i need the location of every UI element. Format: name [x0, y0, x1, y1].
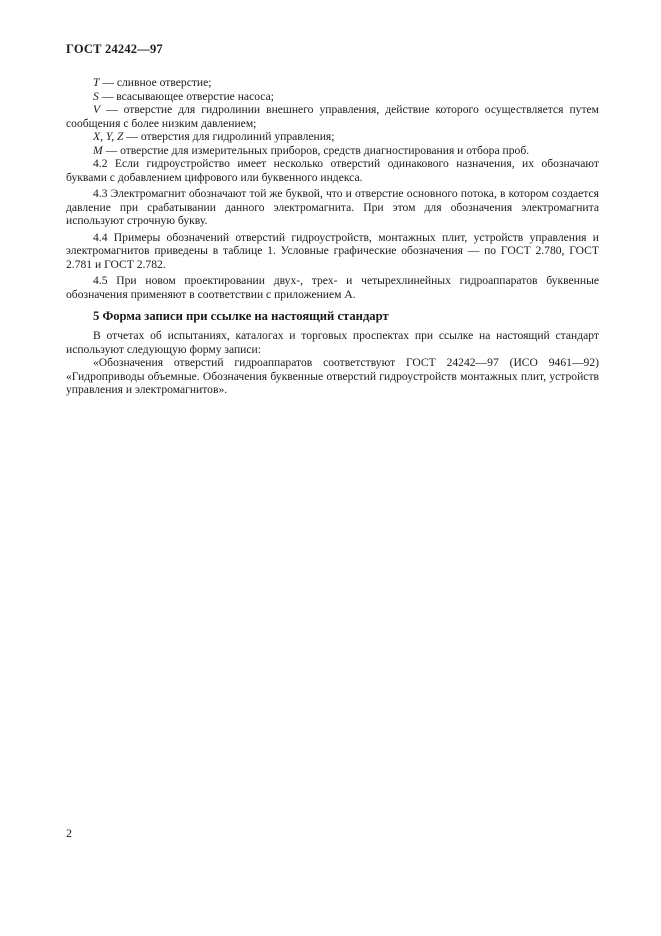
definition-text: — всасывающее отверстие насоса; [98, 89, 274, 103]
definition-item [66, 130, 599, 144]
definition-text: — отверстие для измерительных приборов, средств диагностирования и отбора проб. [102, 143, 530, 157]
definition-text: — сливное отверстие; [99, 76, 212, 89]
paragraph-4-3: 4.3 Электромагнит обозначают той же буквой, что и отверстие основного потока, в котором создается давление при срабатывании данного электромагнита. При этом для обозначения электромагнита используют строчную букву. [66, 187, 599, 227]
port-symbol: X, Y, Z [93, 130, 124, 143]
port-symbol: S [93, 89, 99, 103]
definition-item [66, 144, 599, 158]
definition-text: — отверстие для гидролинии внешнего управления, действие которого осуществляется путем сообщения с более низким давлением; [66, 103, 599, 130]
definition-item [66, 76, 599, 90]
paragraph-4-2: 4.2 Если гидроустройство имеет несколько отверстий одинакового назначения, их обозначают буквами с добавлением цифрового или буквенного индекса. [66, 157, 599, 184]
section-5-paragraph: В отчетах об испытаниях, каталогах и торговых проспектах при ссылке на настоящий стандарт используют следующую форму записи: [66, 329, 599, 356]
paragraph-4-4: 4.4 Примеры обозначений отверстий гидроустройств, монтажных плит, устройств управления и электромагнитов приведены в таблице 1. Условные графические обозначения — по ГОСТ 2.780, ГОСТ 2.781 и ГОСТ 2.782. [66, 230, 599, 271]
port-symbol: M [93, 143, 103, 157]
port-symbol: T [93, 76, 100, 89]
document-header: ГОСТ 24242—97 [66, 42, 163, 56]
definition-item [66, 90, 599, 104]
paragraph-4-5: 4.5 При новом проектировании двух-, трех- и четырехлинейных гидроаппаратов буквенные обозначения применяют в соответствии с приложением А. [66, 274, 599, 301]
definition-text: — отверстия для гидролиний управления; [123, 130, 335, 143]
definition-item [66, 103, 599, 130]
section-5-citation: «Обозначения отверстий гидроаппаратов соответствуют ГОСТ 24242—97 (ИСО 9461—92) «Гидроприводы объемные. Обозначения буквенные отверстий гидроустройств монтажных плит, устройств управления и электромагнитов». [66, 356, 599, 396]
page-number: 2 [66, 826, 72, 840]
port-symbol: V [93, 103, 101, 116]
section-5-title: 5 Форма записи при ссылке на настоящий стандарт [93, 309, 389, 323]
document-body [66, 76, 599, 397]
